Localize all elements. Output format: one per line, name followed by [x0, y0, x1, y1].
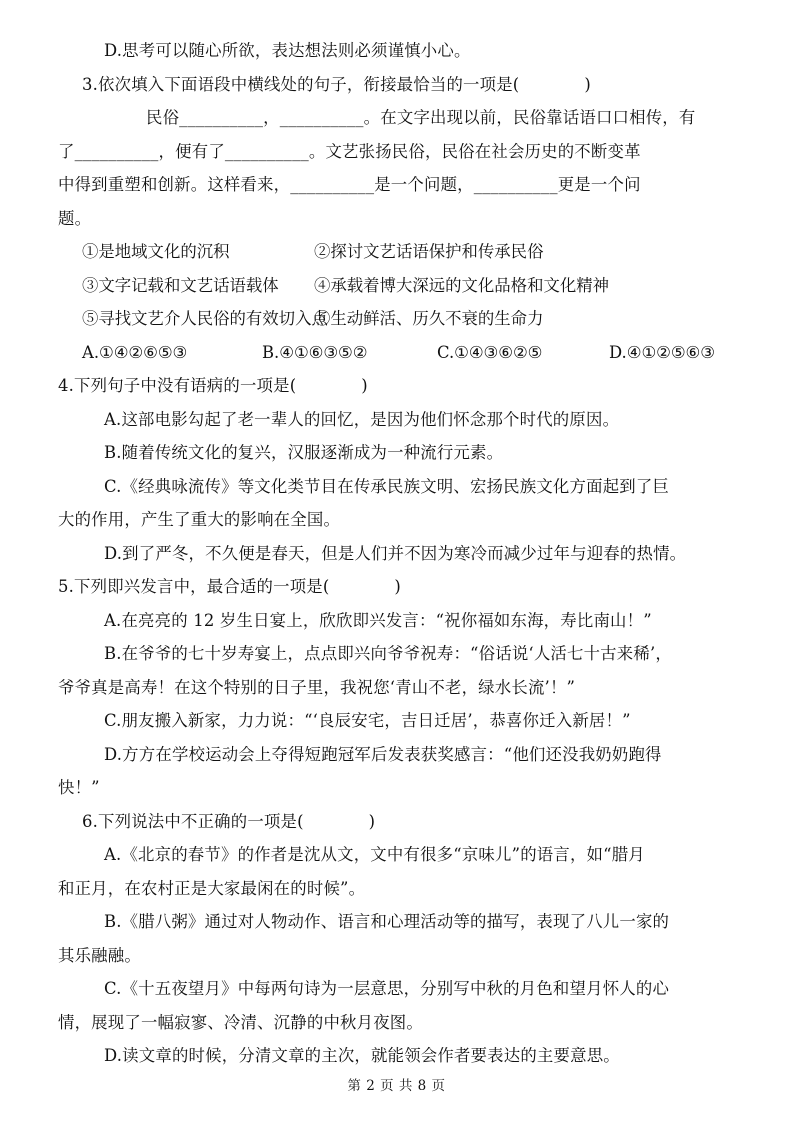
line-q6-stem: 6.下列说法中不正确的一项是( )	[82, 811, 376, 831]
line-q3-p1: 民俗__________，__________。在文字出现以前，民俗靠话语口口相传，有	[146, 108, 696, 127]
q3-answer-c: C.①④③⑥②⑤	[437, 342, 543, 362]
line-q5-optB: B.在爷爷的七十岁寿宴上，点点即兴向爷爷祝寿：“俗话说‘人活七十古来稀’，	[104, 644, 672, 663]
q3-choice-6: ⑥生动鲜活、历久不衰的生命力	[314, 309, 544, 328]
line-q4-optD: D.到了严冬，不久便是春天，但是人们并不因为寒冷而减少过年与迎春的热情。	[104, 543, 687, 563]
q3-choice-2: ②探讨文艺话语保护和传承民俗	[314, 242, 544, 261]
line-q3-stem: 3.依次填入下面语段中横线处的句子，衔接最恰当的一项是( )	[82, 74, 591, 94]
line-q3-p4: 题。	[58, 208, 92, 228]
q3-answer-row	[58, 336, 741, 370]
line-q6-optB: B.《腊八粥》通过对人物动作、语言和心理活动等的描写，表现了八儿一家的	[104, 912, 670, 931]
line-q2-optD: D.思考可以随心所欲，表达想法则必须谨慎小心。	[104, 41, 471, 60]
line-q6-optA: A.《北京的春节》的作者是沈从文，文中有很多“京味儿”的语言，如“腊月	[104, 845, 645, 864]
line-q6-optA-cont: 和正月，在农村正是大家最闲在的时候”。	[58, 878, 366, 898]
line-q5-optA: A.在亮亮的 12 岁生日宴上，欣欣即兴发言：“祝你福如东海，寿比南山！”	[104, 610, 652, 630]
line-q5-optD: D.方方在学校运动会上夺得短跑冠军后发表获奖感言：“他们还没我奶奶跑得	[104, 744, 662, 764]
line-q5-stem: 5.下列即兴发言中，最合适的一项是( )	[58, 577, 402, 596]
q3-choice-5: ⑤寻找文艺介人民俗的有效切入点	[82, 309, 328, 328]
line-q6-optB-cont: 其乐融融。	[58, 945, 141, 965]
line-q4-optA: A.这部电影勾起了老一辈人的回忆，是因为他们怀念那个时代的原因。	[104, 409, 620, 429]
q3-answer-d: D.④①②⑤⑥③	[609, 342, 715, 362]
line-q4-optC-cont: 大的作用，产生了重大的影响在全国。	[58, 510, 341, 529]
line-q6-optD: D.读文章的时候，分清文章的主次，就能领会作者要表达的主要意思。	[104, 1046, 620, 1065]
line-q3-p3: 中得到重塑和创新。这样看来，__________是一个问题，__________更是一个问	[58, 175, 641, 194]
q3-choice-row-3	[58, 302, 741, 336]
q3-choice-4: ④承载着博大深远的文化品格和文化精神	[314, 275, 610, 295]
q3-choice-row-1	[58, 235, 741, 269]
q3-choice-3: ③文字记载和文艺话语载体	[82, 275, 279, 295]
q3-choice-1: ①是地域文化的沉积	[82, 242, 230, 261]
line-q3-p2: 了__________，便有了__________。文艺张扬民俗，民俗在社会历史的不断变革	[58, 141, 641, 161]
q3-answer-b: B.④①⑥③⑤②	[262, 342, 368, 362]
line-q5-optB-cont: 爷爷真是高寿！在这个特别的日子里，我祝您‘青山不老，绿水长流’！”	[58, 677, 576, 697]
q3-choice-row-2	[58, 269, 741, 303]
line-q5-optC: C.朋友搬入新家，力力说：“‘良辰安宅，吉日迁居’，恭喜你迁入新居！”	[104, 711, 631, 730]
line-q4-stem: 4.下列句子中没有语病的一项是( )	[58, 376, 368, 395]
line-q4-optB: B.随着传统文化的复兴，汉服逐渐成为一种流行元素。	[104, 443, 504, 462]
line-q5-optD-cont: 快！”	[58, 778, 100, 797]
line-q4-optC: C.《经典咏流传》等文化类节目在传承民族文明、宏扬民族文化方面起到了巨	[104, 476, 670, 496]
line-q6-optC: C.《十五夜望月》中每两句诗为一层意思，分别写中秋的月色和望月怀人的心	[104, 979, 670, 998]
q3-answer-a: A.①④②⑥⑤③	[82, 342, 188, 362]
line-q6-optC-cont: 情，展现了一幅寂寥、冷清、沉静的中秋月夜图。	[58, 1012, 423, 1032]
page-footer: 第 2 页 共 8 页	[347, 1078, 446, 1094]
